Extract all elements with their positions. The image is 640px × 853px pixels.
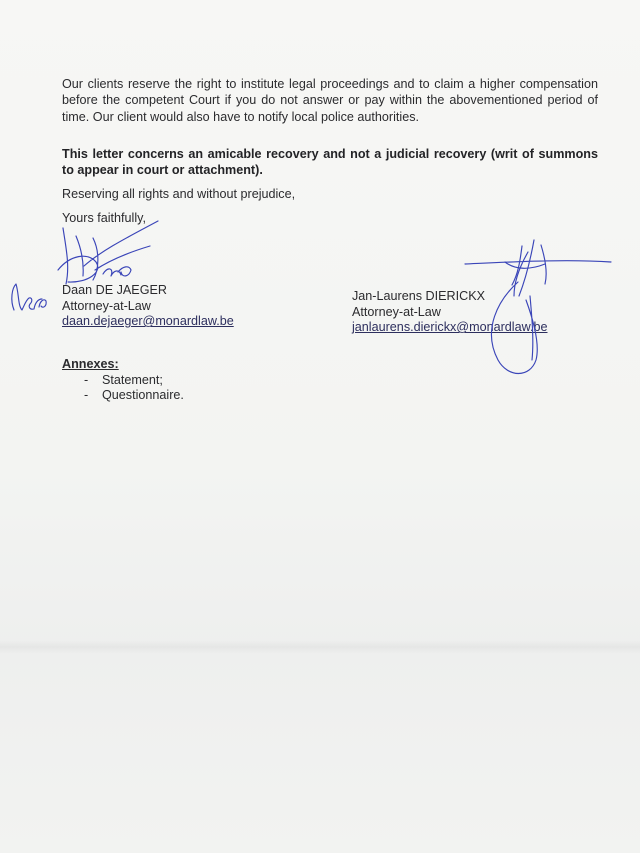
list-item <box>62 373 184 389</box>
annexes-list <box>62 373 184 404</box>
signatory-email-link[interactable]: janlaurens.dierickx@monardlaw.be <box>352 320 548 335</box>
signatory-title: Attorney-at-Law <box>352 304 441 319</box>
signatory-de-jaeger <box>62 283 234 330</box>
legal-proceedings-paragraph: Our clients reserve the right to institute legal proceedings and to claim a higher compensation before the competent Court if you do not answer or pay within the abovementioned period of time. Our client would also have to notify local police authorities. <box>62 77 598 124</box>
annexes-title: Annexes: <box>62 357 119 371</box>
list-item <box>62 388 184 404</box>
annex-item-label: Questionnaire. <box>102 388 184 403</box>
signatory-name: Jan-Laurens DIERICKX <box>352 289 485 303</box>
reserving-rights-paragraph: Reserving all rights and without prejudice, <box>62 187 296 201</box>
list-bullet: - <box>84 372 89 387</box>
paper-fold-shadow <box>0 640 640 654</box>
signatory-email-link[interactable]: daan.dejaeger@monardlaw.be <box>62 314 234 329</box>
annex-item-label: Statement; <box>102 372 163 387</box>
signatory-title: Attorney-at-Law <box>62 298 151 313</box>
signatory-dierickx <box>352 289 548 336</box>
amicable-recovery-paragraph: This letter concerns an amicable recovery and not a judicial recovery (writ of summons to appear in court or attachment). <box>62 147 598 178</box>
list-bullet: - <box>84 388 89 403</box>
closing-salutation: Yours faithfully, <box>62 211 147 225</box>
annexes-section <box>62 357 184 404</box>
signatory-name: Daan DE JAEGER <box>62 283 167 297</box>
